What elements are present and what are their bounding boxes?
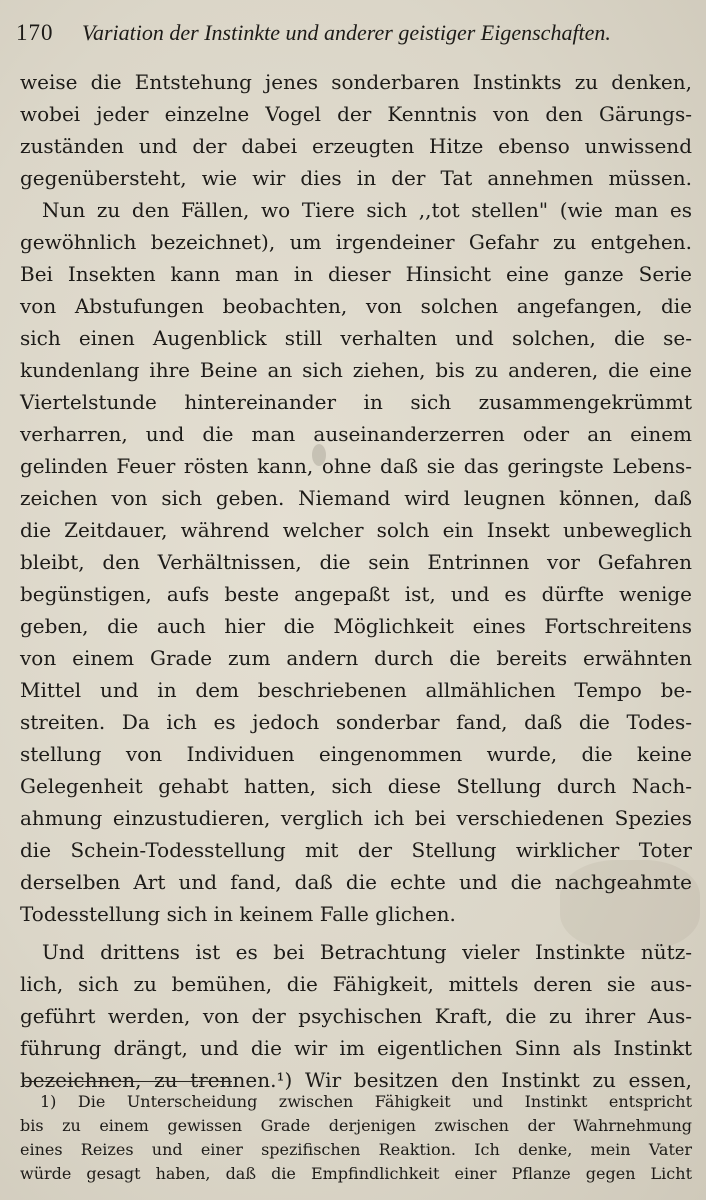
text-line: lich, sich zu bemühen, die Fähigkeit, mittels deren sie aus- — [20, 972, 692, 996]
text-line: streiten. Da ich es jedoch sonderbar fand, daß die Todes- — [20, 710, 692, 734]
text-line: verharren, und die man auseinanderzerren oder an einem — [20, 422, 692, 446]
text-line: von einem Grade zum andern durch die bereits erwähnten — [20, 646, 692, 670]
page-number: 170 — [16, 20, 54, 45]
text-line: Gelegenheit gehabt hatten, sich diese Stellung durch Nach- — [20, 774, 692, 798]
text-line: gewöhnlich bezeichnet), um irgendeiner Gefahr zu entgehen. — [20, 230, 692, 254]
footnote-line: 1) Die Unterscheidung zwischen Fähigkeit und Instinkt entspricht — [40, 1092, 692, 1111]
text-line: begünstigen, aufs beste angepaßt ist, und es dürfte wenige — [20, 582, 692, 606]
text-line: geben, die auch hier die Möglichkeit eines Fortschreitens — [20, 614, 692, 638]
text-line: derselben Art und fand, daß die echte und die nachgeahmte — [20, 870, 692, 894]
text-line: wobei jeder einzelne Vogel der Kenntnis von den Gärungs- — [20, 102, 692, 126]
text-line: bleibt, den Verhältnissen, die sein Entrinnen vor Gefahren — [20, 550, 692, 574]
text-line: kundenlang ihre Beine an sich ziehen, bis zu anderen, die eine — [20, 358, 692, 382]
text-line: von Abstufungen beobachten, von solchen angefangen, die — [20, 294, 692, 318]
text-line: Nun zu den Fällen, wo Tiere sich ,,tot stellen" (wie man es — [42, 198, 692, 222]
running-header — [14, 16, 694, 46]
text-line: die Schein-Todesstellung mit der Stellung wirklicher Toter — [20, 838, 692, 862]
text-line: Mittel und in dem beschriebenen allmählichen Tempo be- — [20, 678, 692, 702]
footnote-line: bis zu einem gewissen Grade derjenigen zwischen der Wahrnehmung — [20, 1116, 692, 1135]
text-line: weise die Entstehung jenes sonderbaren Instinkts zu denken, — [20, 70, 692, 94]
footnote-line: würde gesagt haben, daß die Empfindlichkeit einer Pflanze gegen Licht — [20, 1164, 692, 1183]
text-line: zuständen und der dabei erzeugten Hitze ebenso unwissend — [20, 134, 692, 158]
text-line: zeichen von sich geben. Niemand wird leugnen können, daß — [20, 486, 692, 510]
text-line: bezeichnen, zu trennen.¹) Wir besitzen den Instinkt zu essen, — [20, 1068, 692, 1092]
footnote-divider — [22, 1081, 232, 1082]
text-line: Und drittens ist es bei Betrachtung vieler Instinkte nütz- — [42, 940, 692, 964]
text-line: Todesstellung sich in keinem Falle glichen. — [20, 902, 456, 926]
text-line: sich einen Augenblick still verhalten und solchen, die se- — [20, 326, 692, 350]
text-line: führung drängt, und die wir im eigentlichen Sinn als Instinkt — [20, 1036, 692, 1060]
text-line: Viertelstunde hintereinander in sich zusammengekrümmt — [20, 390, 692, 414]
running-title: Variation der Instinkte und anderer geistiger Eigenschaften. — [82, 20, 611, 45]
footnote-line: eines Reizes und einer spezifischen Reaktion. Ich denke, mein Vater — [20, 1140, 692, 1159]
text-line: Bei Insekten kann man in dieser Hinsicht eine ganze Serie — [20, 262, 692, 286]
text-line: stellung von Individuen eingenommen wurde, die keine — [20, 742, 692, 766]
text-line: ahmung einzustudieren, verglich ich bei verschiedenen Spezies — [20, 806, 692, 830]
text-line: geführt werden, von der psychischen Kraft, die zu ihrer Aus- — [20, 1004, 692, 1028]
text-line: gelinden Feuer rösten kann, ohne daß sie das geringste Lebens- — [20, 454, 692, 478]
text-line: die Zeitdauer, während welcher solch ein Insekt unbeweglich — [20, 518, 692, 542]
text-line: gegenübersteht, wie wir dies in der Tat annehmen müssen. — [20, 166, 692, 190]
